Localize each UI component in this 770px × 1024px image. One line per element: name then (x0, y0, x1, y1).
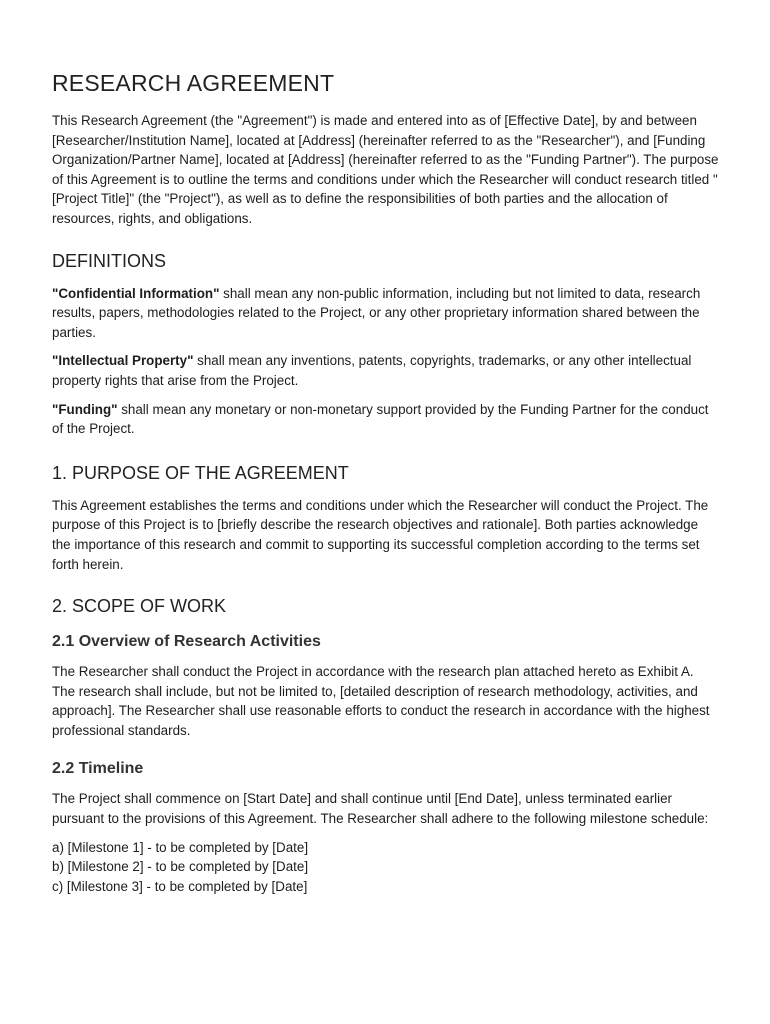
definition-text: shall mean any monetary or non-monetary support provided by the Funding Partner for the conduct of the Project. (52, 401, 709, 437)
document-page (52, 70, 720, 896)
intro-paragraph: This Research Agreement (the "Agreement") is made and entered into as of [Effective Date], by and between [Researcher/Institution Name], located at [Address] (hereinafter referred to as the "Researcher"), and [Funding Organization/Partner Name], located at [Address] (hereinafter referred to as the "Funding Partner"). The purpose of this Agreement is to outline the terms and conditions under which the Researcher will conduct research titled "[Project Title]" (the "Project"), as well as to define the responsibilities of both parties and the allocation of resources, rights, and obligations. (52, 113, 719, 226)
definition-text: shall mean any inventions, patents, copyrights, trademarks, or any other intellectual property rights that arise from the Project. (52, 353, 692, 388)
milestone-item: a) [Milestone 1] - to be completed by [Date] (52, 839, 309, 855)
definition-term: "Confidential Information" (52, 285, 220, 301)
definition-text: shall mean any non-public information, including but not limited to data, research results, papers, methodologies related to the Project, or any other proprietary information shared between the parties. (52, 285, 701, 340)
milestone-item: b) [Milestone 2] - to be completed by [Date] (52, 859, 309, 875)
definition-item (52, 284, 720, 343)
section-1-heading: 1. PURPOSE OF THE AGREEMENT (52, 462, 349, 483)
section-2-2-heading: 2.2 Timeline (52, 760, 144, 778)
milestone-item: c) [Milestone 3] - to be completed by [Date] (52, 878, 308, 894)
definition-term: "Intellectual Property" (52, 353, 194, 369)
definition-item (52, 351, 720, 390)
section-2-2-paragraph: The Project shall commence on [Start Date] and shall continue until [End Date], unless terminated earlier pursuant to the provisions of this Agreement. The Researcher shall adhere to the following milestone schedule: (52, 791, 709, 827)
section-2-1-paragraph: The Researcher shall conduct the Project in accordance with the research plan attached hereto as Exhibit A. The research shall include, but not be limited to, [detailed description of research methodology, activities, and approach]. The Researcher shall use reasonable efforts to conduct the research in accordance with the highest professional standards. (52, 664, 710, 738)
section-2-heading: 2. SCOPE OF WORK (52, 596, 227, 617)
definition-item (52, 400, 720, 439)
section-1-paragraph: This Agreement establishes the terms and conditions under which the Researcher will conduct the Project. The purpose of this Project is to [briefly describe the research objectives and rationale]. Both parties acknowledge the importance of this research and commit to supporting its successful completion according to the terms set forth herein. (52, 497, 709, 572)
document-title: RESEARCH AGREEMENT (52, 70, 335, 96)
definition-term: "Funding" (52, 401, 118, 417)
definitions-heading: DEFINITIONS (52, 250, 167, 271)
section-2-1-heading: 2.1 Overview of Research Activities (52, 633, 321, 651)
